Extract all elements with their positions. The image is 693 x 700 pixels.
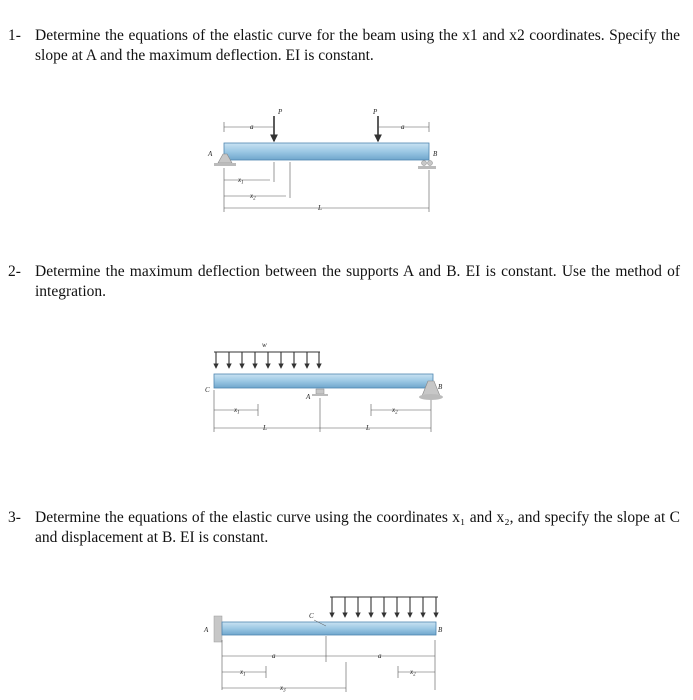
problem-statement: Determine the maximum deflection between the supports A and B. EI is constant. Use the method of integration. [35,263,680,300]
coord-label-x2: $x_2$ [250,192,256,202]
figure-2-beam-diagram [205,341,443,432]
dimension-a-left [224,122,274,132]
dim-label-a2: a [378,652,382,660]
beam [224,143,429,160]
coord-label-x1: $x_1$ [238,176,244,186]
load-label-p2: P [373,108,378,116]
support-label-a: A [306,393,311,401]
dimension-lines-bottom [224,162,429,212]
dimension-lines [214,390,431,432]
dim-label-a1: a [250,123,254,131]
dim-label-l2: L [366,424,370,432]
support-label-a: A [204,626,209,634]
point-label-c: C [309,612,314,620]
dim-label-a1: a [272,652,276,660]
problem-statement: Determine the equations of the elastic curve for the beam using the x1 and x2 coordinates. Specify the slope at A and the maximum deflection. EI is constant. [35,27,680,64]
dimension-lines [222,636,435,692]
distributed-load [214,352,320,368]
dim-label-l1: L [263,424,267,432]
distributed-load [330,597,438,617]
fixed-support-a [214,616,222,642]
dim-label-a2: a [401,123,405,131]
figure-1-beam-diagram [207,108,438,212]
point-label-c: C [205,386,210,394]
end-label-b: B [438,626,443,634]
coord-label-x3: $x_3$ [280,684,286,694]
coord-label-x1: $x_1$ [234,406,240,416]
figure-3-beam-diagram [203,597,443,694]
support-label-b: B [438,383,443,391]
coord-label-x2: $x_2$ [392,406,398,416]
support-label-b: B [433,150,438,158]
problem-number: 1- [8,27,21,44]
load-label-w: w [262,341,267,349]
beam [222,622,436,635]
load-label-p1: P [278,108,283,116]
roller-support-a [312,389,328,396]
roller-support-b [418,161,436,170]
coord-label-x1: $x_1$ [240,668,246,678]
dim-label-l: L [318,204,322,212]
problem-number: 2- [8,263,21,280]
coord-label-x2: $x_2$ [410,668,416,678]
support-label-a: A [208,150,213,158]
problem-number: 3- [8,509,21,526]
beam [214,374,433,388]
problem-statement: Determine the equations of the elastic curve using the coordinates x₁ and x₂, and specify the slope at C and displacement at B. EI is constant. [35,509,680,546]
